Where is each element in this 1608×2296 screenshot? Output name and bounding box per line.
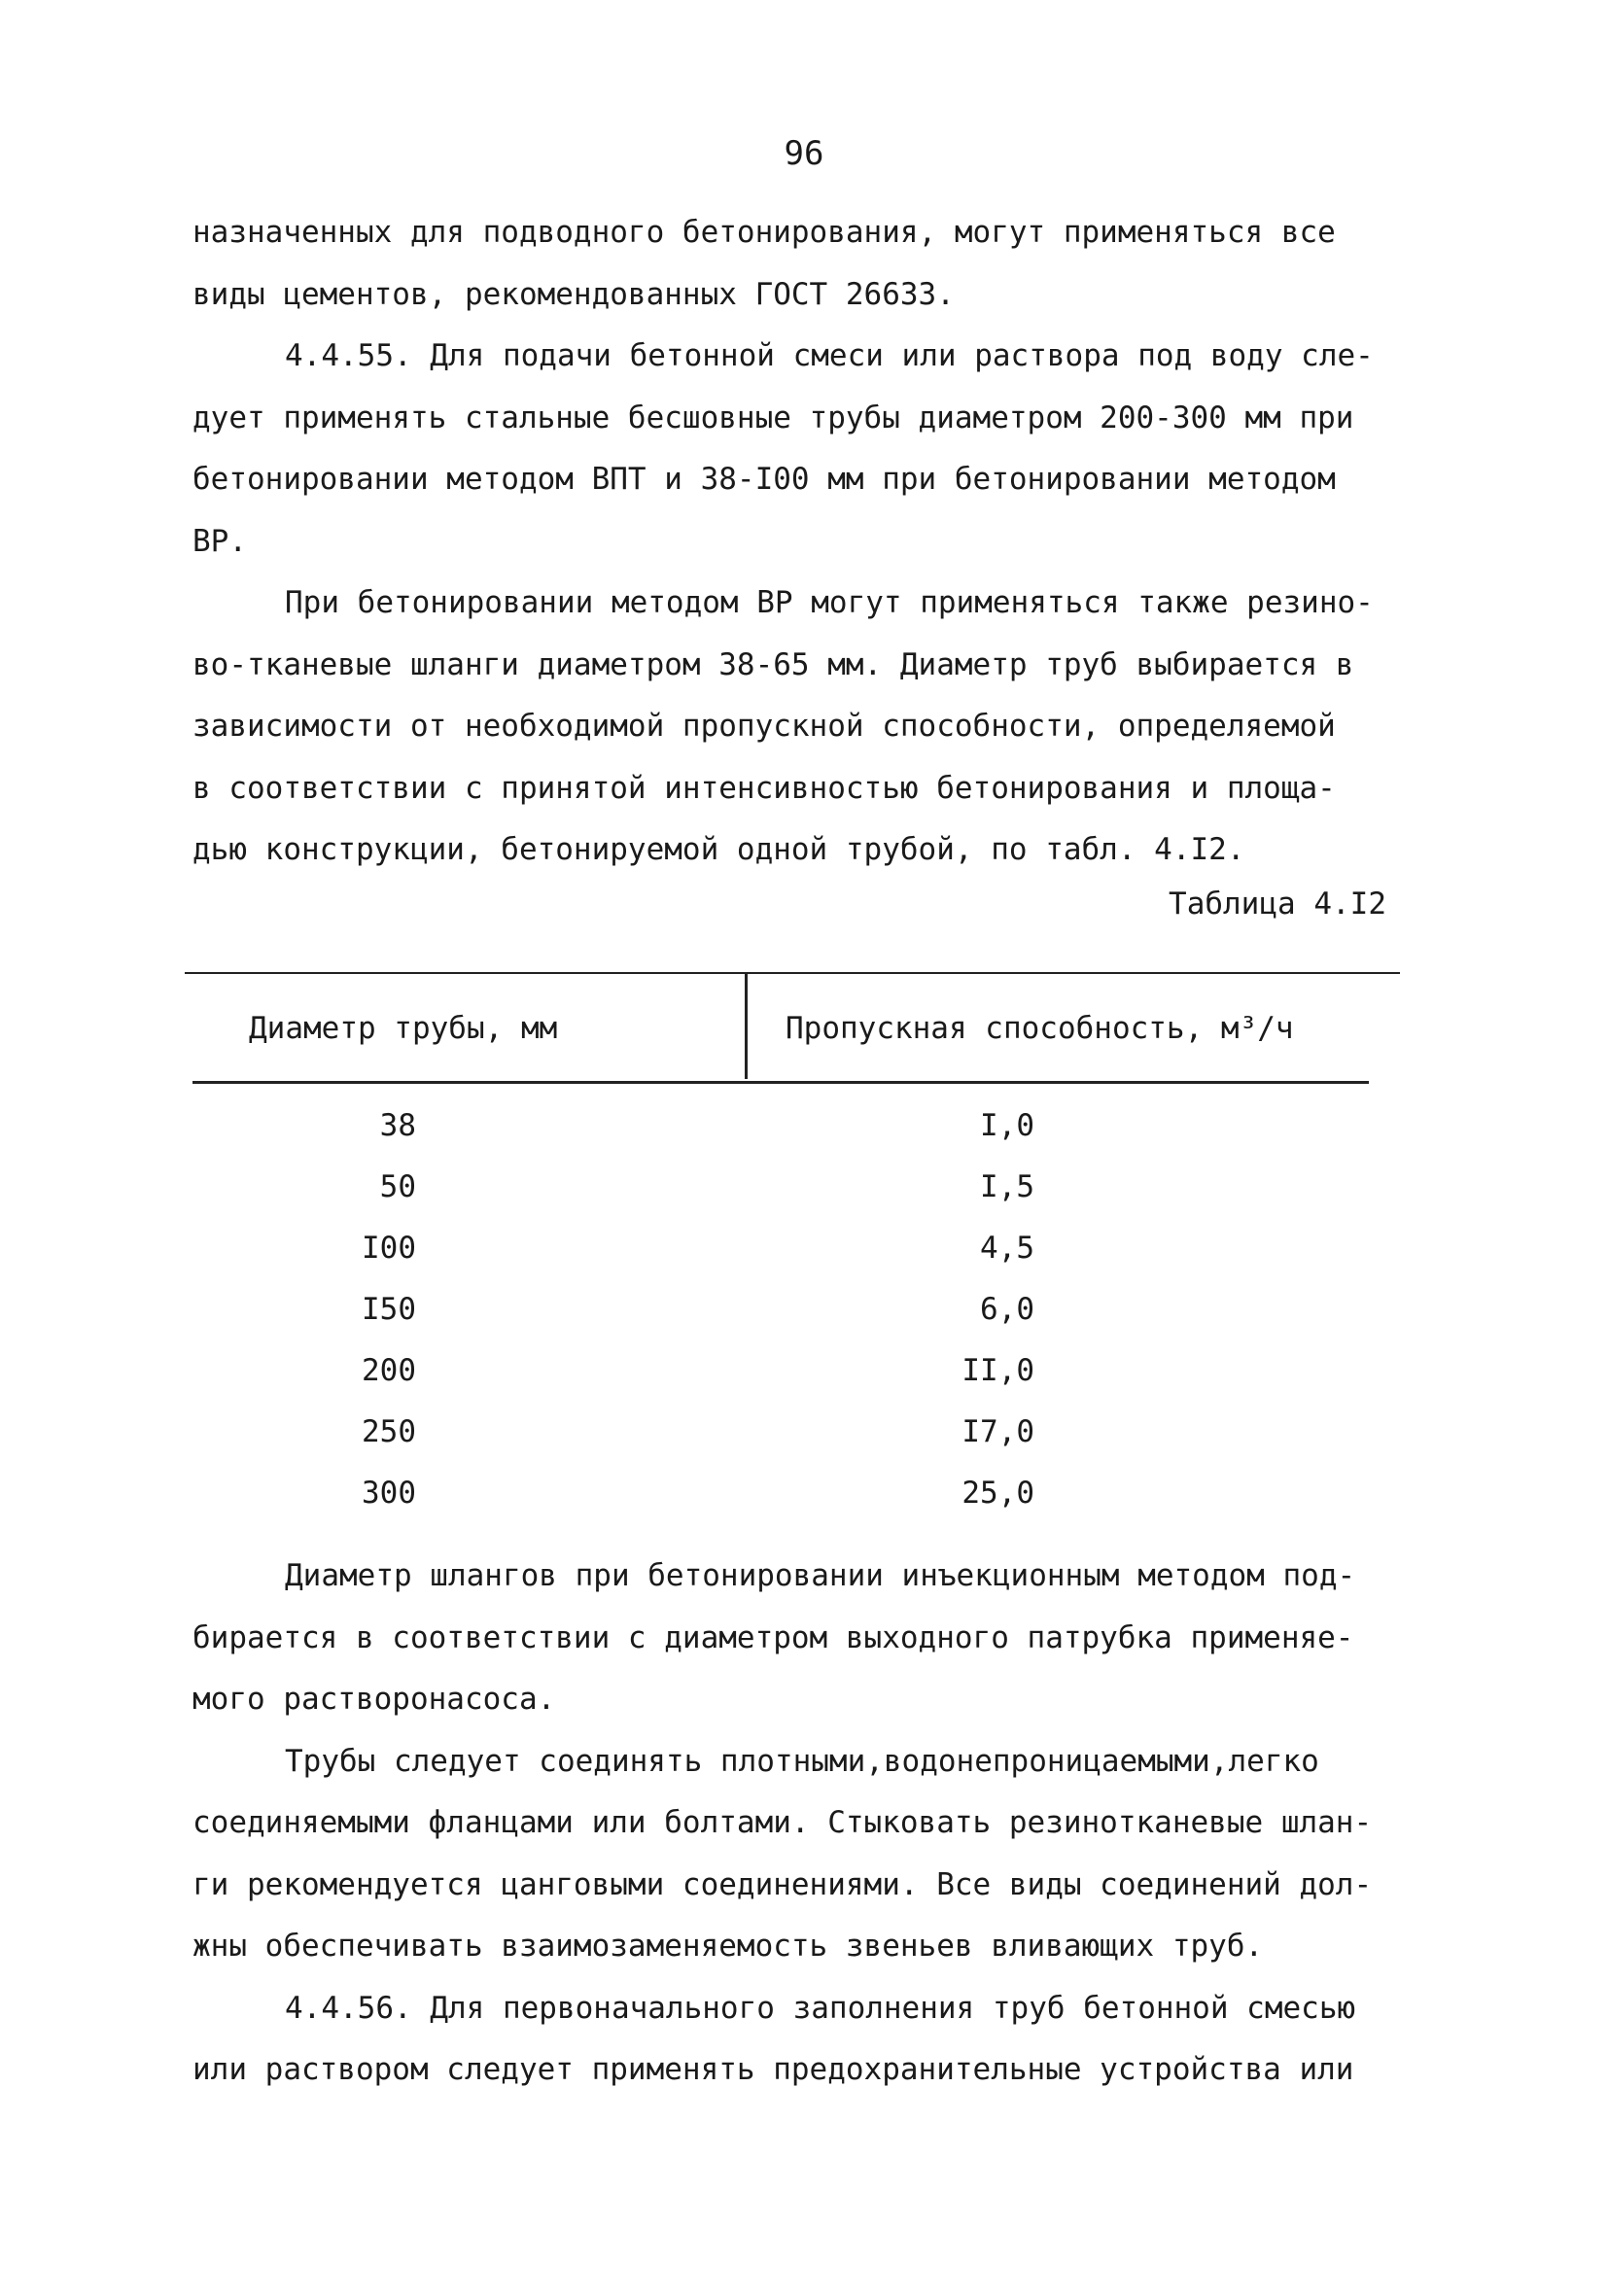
text-block-bottom <box>192 1546 1408 2102</box>
table-cell-diameter: 38 <box>379 1108 416 1143</box>
text-line: Трубы следует соединять плотными,водонепроницаемыми,легко <box>285 1743 1319 1779</box>
table-column-divider <box>745 974 748 1079</box>
table-cell-diameter: 200 <box>362 1353 416 1388</box>
table-cell-capacity: I,5 <box>980 1169 1034 1204</box>
table-cell-diameter: 50 <box>379 1169 416 1204</box>
text-line: бирается в соответствии с диаметром выходного патрубка применяе- <box>192 1619 1354 1655</box>
table-cell-capacity: 6,0 <box>980 1292 1034 1327</box>
table-top-rule <box>185 972 1400 974</box>
text-line: соединяемыми фланцами или болтами. Стыковать резинотканевые шлан- <box>192 1805 1373 1840</box>
text-line: ги рекомендуется цанговыми соединениями. Все виды соединений дол- <box>192 1866 1373 1902</box>
table-caption: Таблица 4.I2 <box>1169 887 1386 922</box>
text-line: зависимости от необходимой пропускной способности, определяемой <box>192 709 1336 744</box>
text-line: дью конструкции, бетонируемой одной трубой, по табл. 4.I2. <box>192 832 1245 867</box>
table-cell-capacity: 4,5 <box>980 1231 1034 1266</box>
text-line: При бетонировании методом ВР могут применяться также резино- <box>285 585 1374 620</box>
table-cell-diameter: I50 <box>362 1292 416 1327</box>
text-line: во-тканевые шланги диаметром 38-65 мм. Диаметр труб выбирается в <box>192 646 1354 682</box>
text-line: Диаметр шлангов при бетонировании инъекционным методом под- <box>285 1558 1356 1593</box>
text-line: дует применять стальные бесшовные трубы диаметром 200-300 мм при <box>192 400 1354 435</box>
table-header-rule <box>192 1081 1369 1084</box>
text-line: виды цементов, рекомендованных ГОСТ 26633. <box>192 276 955 312</box>
table-cell-capacity: I7,0 <box>961 1414 1034 1449</box>
text-line: в соответствии с принятой интенсивностью бетонирования и площа- <box>192 770 1336 806</box>
text-block-top <box>192 202 1408 882</box>
table-header-diameter: Диаметр трубы, мм <box>249 1011 558 1046</box>
table-cell-capacity: II,0 <box>961 1353 1034 1388</box>
text-line: 4.4.56. Для первоначального заполнения труб бетонной смесью <box>285 1990 1356 2026</box>
text-line: жны обеспечивать взаимозаменяемость звеньев вливающих труб. <box>192 1929 1264 1964</box>
text-line: мого растворонасоса. <box>192 1682 556 1717</box>
text-line: бетонировании методом ВПТ и 38-I00 мм при бетонировании методом <box>192 462 1336 497</box>
text-line: назначенных для подводного бетонирования, могут применяться все <box>192 215 1336 250</box>
table-cell-capacity: 25,0 <box>961 1476 1034 1511</box>
text-line: 4.4.55. Для подачи бетонной смеси или раствора под воду сле- <box>285 338 1374 373</box>
text-line: или раствором следует применять предохранительные устройства или <box>192 2052 1354 2087</box>
page-number: 96 <box>784 134 824 173</box>
text-line: ВР. <box>192 523 247 559</box>
table-header-capacity: Пропускная способность, м³/ч <box>786 1011 1294 1046</box>
table-cell-diameter: 250 <box>362 1414 416 1449</box>
table-cell-diameter: I00 <box>362 1231 416 1266</box>
table-cell-diameter: 300 <box>362 1476 416 1511</box>
table-cell-capacity: I,0 <box>980 1108 1034 1143</box>
